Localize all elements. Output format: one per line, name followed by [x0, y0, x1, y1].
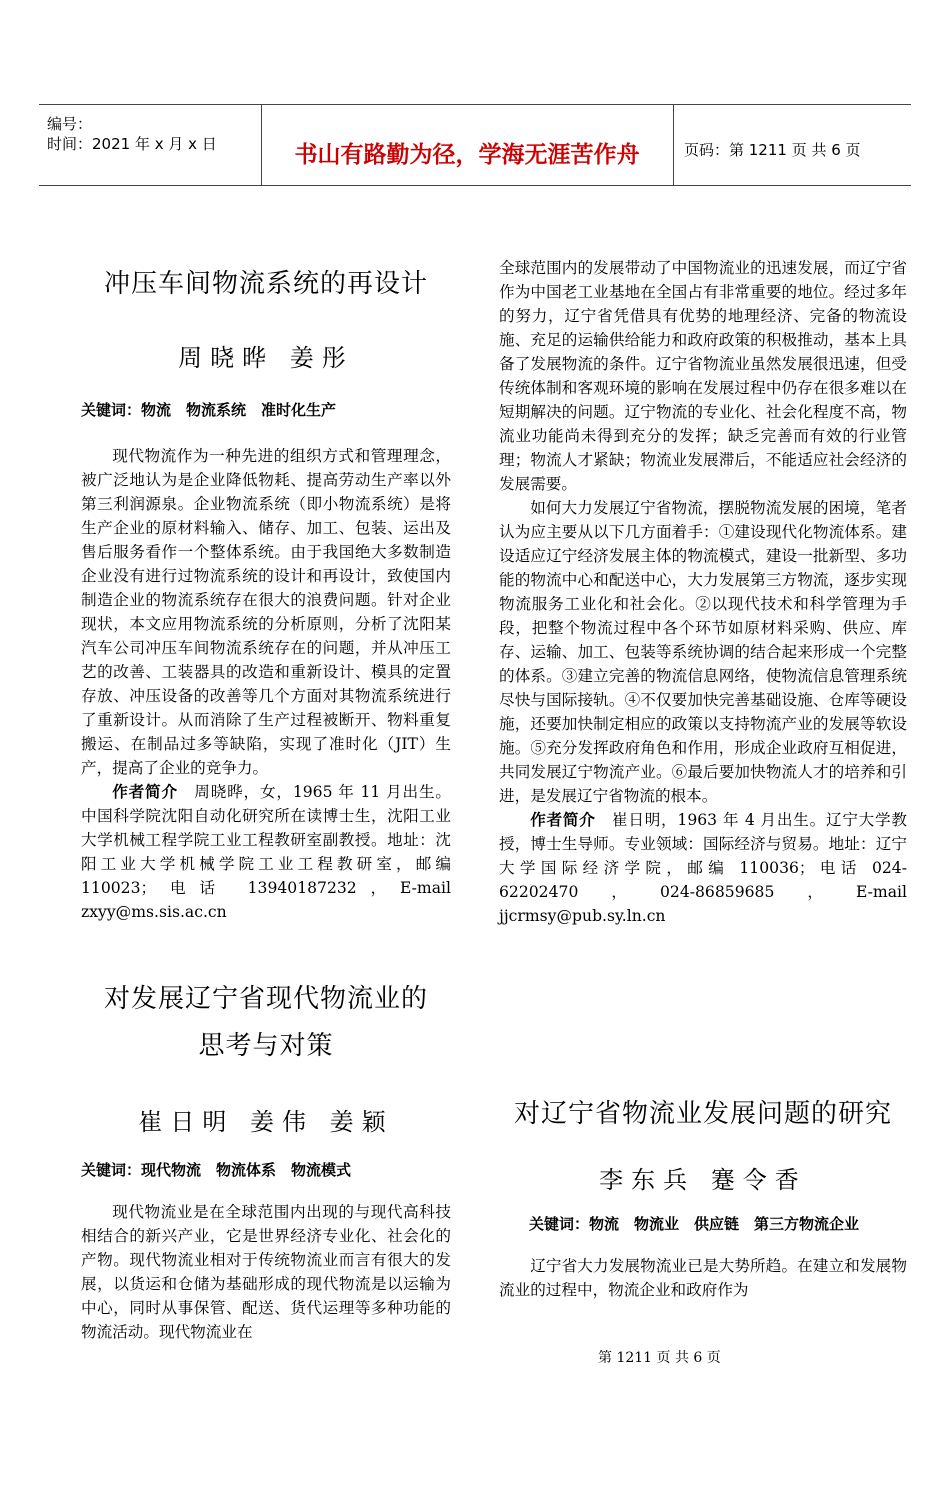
- article1-authors: 周晓晔 姜彤: [178, 344, 354, 372]
- article1-title: 冲压车间物流系统的再设计: [103, 269, 428, 299]
- bio-text: 周晓晔，女，1965 年 11 月出生。中国科学院沈阳自动化研究所在读博士生，沈阳工业大学机械工程学院工业工程教研室副教授。地址：沈阳工业大学机械学院工业工程教研室，邮编 110023；电话 13940187232，E-mail zxyy@ms.sis.ac.cn: [81, 783, 451, 921]
- article3-body: 辽宁省大力发展物流业已是大势所趋。在建立和发展物流业的过程中，物流企业和政府作为: [499, 1257, 907, 1299]
- header-top-rule: [39, 104, 911, 105]
- header-bottom-rule: [39, 185, 911, 186]
- article2-title-line1: 对发展辽宁省现代物流业的: [103, 984, 428, 1014]
- article2-title-line2: 思考与对策: [198, 1031, 334, 1061]
- bio-text: 崔日明，1963 年 4 月出生。辽宁大学教授，博士生导师。专业领域：国际经济与贸易。地址：辽宁大学国际经济学院，邮编 110036；电话 024-62202470，024-86859685，E-mail jjcrmsy@pub.sy.ln.cn: [499, 811, 907, 925]
- article3-title: 对辽宁省物流业发展问题的研究: [513, 1099, 892, 1129]
- article2-keywords: 关键词：现代物流 物流体系 物流模式: [81, 1161, 352, 1179]
- article2-bio: [499, 808, 907, 928]
- article3-keywords: 关键词：物流 物流业 供应链 第三方物流企业: [529, 1215, 860, 1233]
- bio-label: 作者简介: [112, 783, 178, 801]
- article1-body: 现代物流作为一种先进的组织方式和管理理念，被广泛地认为是企业降低物耗、提高劳动生产率以外第三利润源泉。企业物流系统（即小物流系统）是将生产企业的原材料输入、储存、加工、包装、运出及售后服务看作一个整体系统。由于我国绝大多数制造企业没有进行过物流系统的设计和再设计，致使国内制造企业的物流系统存在很大的浪费问题。针对企业现状，本文应用物流系统的分析原则，分析了沈阳某汽车公司冲压车间物流系统存在的问题，并从冲压工艺的改善、工装器具的改造和重新设计、模具的定置存放、冲压设备的改善等几个方面对其物流系统进行了重新设计。从而消除了生产过程被断开、物料重复搬运、在制品过多等缺陷，实现了准时化（JIT）生产，提高了企业的竞争力。: [81, 447, 451, 777]
- page-footer: 第 1211 页 共 6 页: [598, 1350, 721, 1366]
- number-label: 编号：: [47, 115, 93, 133]
- article2-body-right1: 全球范围内的发展带动了中国物流业的迅速发展，而辽宁省作为中国老工业基地在全国占有非常重要的地位。经过多年的努力，辽宁省凭借具有优势的地理经济、完备的物流设施、充足的运输供给能力和政府政策的积极推动，基本上具备了发展物流的条件。辽宁省物流业虽然发展很迅速，但受传统体制和客观环境的影响在发展过程中仍存在很多难以在短期解决的问题。辽宁物流的专业化、社会化程度不高，物流业功能尚未得到充分的发挥；缺乏完善而有效的行业管理；物流人才紧缺；物流业发展滞后，不能适应社会经济的发展需要。: [499, 259, 907, 493]
- article1-bio: [81, 780, 451, 924]
- article1-keywords: 关键词：物流 物流系统 准时化生产: [81, 401, 337, 419]
- article2-continued: [499, 256, 907, 928]
- article2-body-right2: 如何大力发展辽宁省物流，摆脱物流发展的困境，笔者认为应主要从以下几方面着手：①建设现代化物流体系。建设适应辽宁经济发展主体的物流模式，建设一批新型、多功能的物流中心和配送中心，大力发展第三方物流，逐步实现物流服务工业化和社会化。②以现代技术和科学管理为手段，把整个物流过程中各个环节如原材料采购、供应、库存、运输、加工、包装等系统协调的结合起来形成一个完整的体系。③建立完善的物流信息网络，使物流信息管理系统尽快与国际接轨。④不仅要加快完善基础设施、仓库等硬设施，还要加快制定相应的政策以支持物流产业的发展等软设施。⑤充分发挥政府角色和作用，形成企业政府互相促进，共同发展辽宁物流产业。⑥最后要加快物流人才的培养和引进，是发展辽宁省物流的根本。: [499, 499, 907, 805]
- article2-authors: 崔日明 姜伟 姜颖: [138, 1108, 394, 1136]
- bio-label: 作者简介: [530, 811, 596, 829]
- article2: [81, 978, 451, 1344]
- header-page-info: 页码：第 1211 页 共 6 页: [684, 141, 861, 159]
- header-motto: 书山有路勤为径，学海无涯苦作舟: [294, 142, 640, 168]
- article1: [81, 263, 451, 924]
- time-label: 时间：2021 年 x 月 x 日: [47, 135, 217, 153]
- article3-authors: 李东兵 蹇令香: [599, 1166, 807, 1194]
- header-divider: [673, 104, 674, 185]
- article2-body-left: 现代物流业是在全球范围内出现的与现代高科技相结合的新兴产业，它是世界经济专业化、社会化的产物。现代物流业相对于传统物流业而言有很大的发展，以货运和仓储为基础形成的现代物流是以运输为中心，同时从事保管、配送、货代运理等多种功能的物流活动。现代物流业在: [81, 1203, 451, 1341]
- header-meta: [47, 114, 217, 154]
- article3: [499, 1093, 907, 1302]
